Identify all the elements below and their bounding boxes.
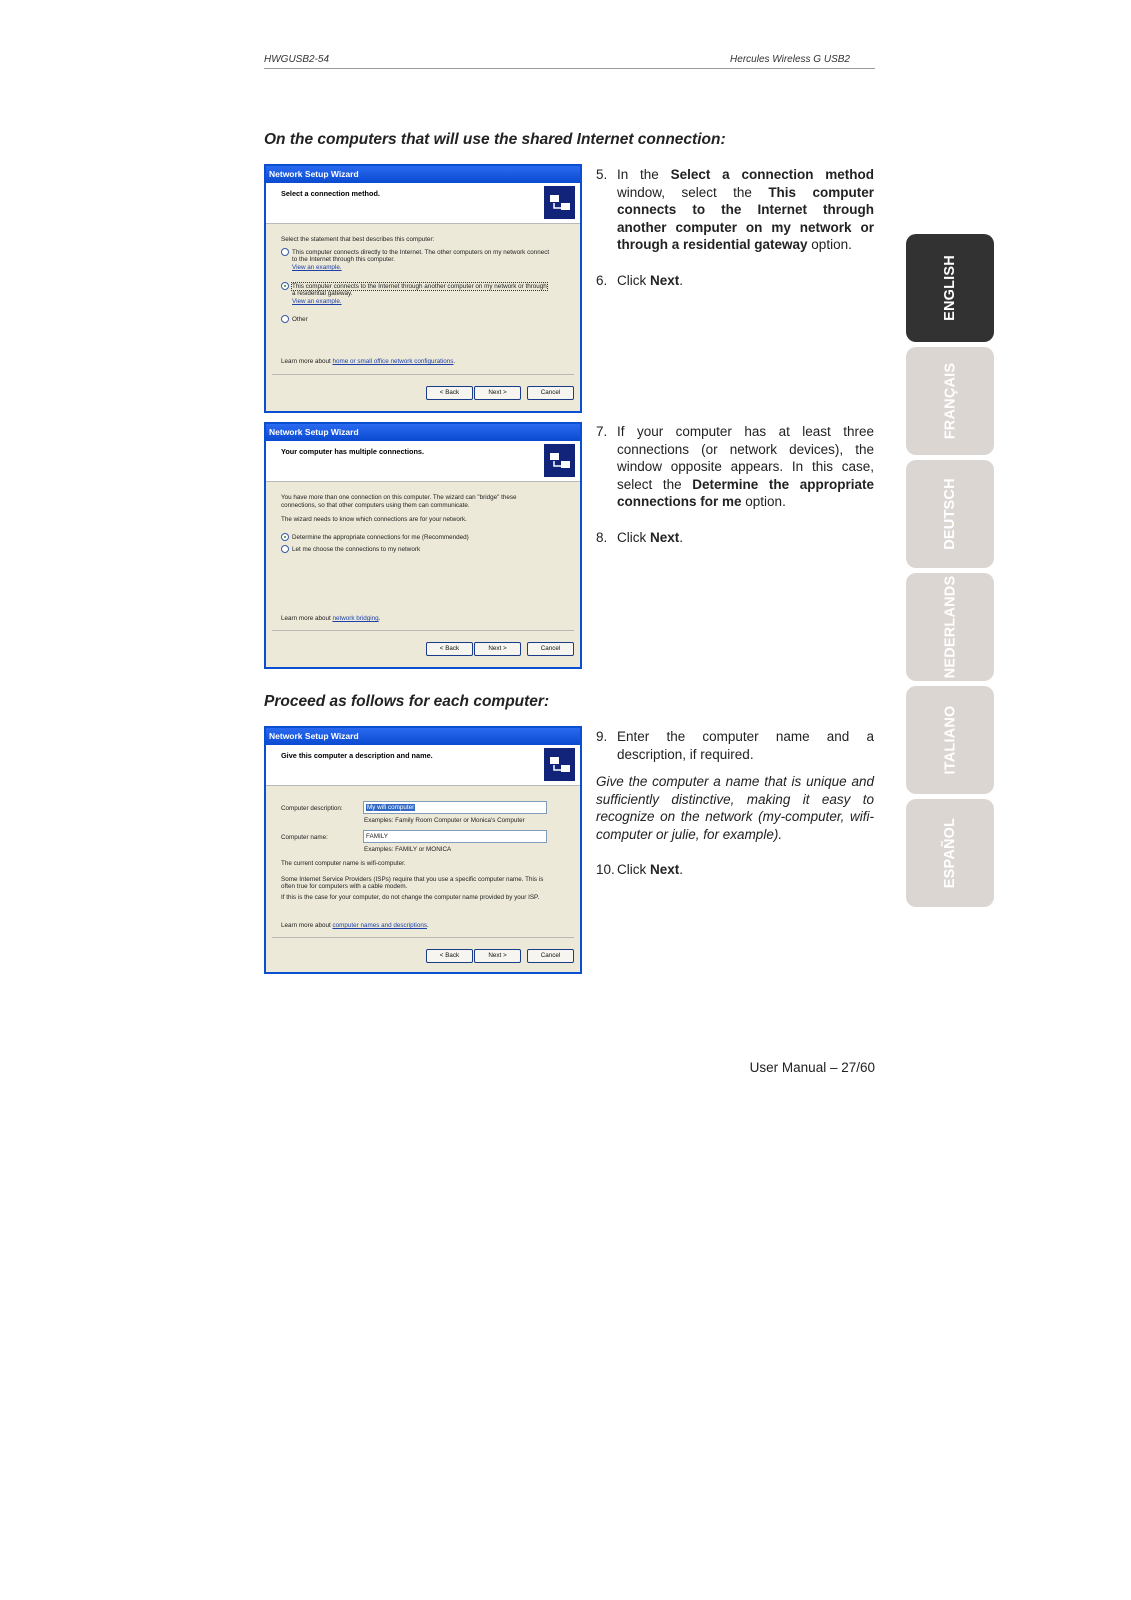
step-text	[617, 529, 874, 547]
wizard-header	[266, 441, 580, 482]
wizard-header	[266, 745, 580, 786]
step-10	[596, 861, 874, 879]
radio-button-selected[interactable]	[281, 282, 289, 290]
wizard-prompt: Select the statement that best describes this computer:	[281, 236, 435, 243]
step-text-part: window, select the	[617, 184, 769, 200]
radio-button[interactable]	[281, 248, 289, 256]
learn-more-text	[281, 922, 429, 930]
learn-more-suffix: .	[426, 922, 429, 929]
wizard-heading: Select a connection method.	[281, 189, 380, 198]
learn-more-text	[281, 358, 455, 366]
step-text-part: Click	[617, 862, 650, 877]
learn-more-suffix: .	[378, 615, 381, 622]
wizard-paragraph-cont: connections, so that other computers using them can communicate.	[281, 502, 470, 509]
step-text-bold: Determine the appropriate connections for me	[617, 476, 874, 509]
description-label: Computer description:	[281, 805, 343, 812]
wizard-window-multiple-connections	[264, 422, 582, 669]
language-tab-label: DEUTSCH	[942, 478, 958, 550]
step-9	[596, 728, 874, 763]
wizard-paragraph: You have more than one connection on this computer. The wizard can "bridge" these	[281, 494, 517, 501]
step-text-part: option.	[807, 237, 852, 252]
step-number: 9.	[596, 729, 608, 744]
radio-label: Let me choose the connections to my network	[292, 546, 421, 553]
back-button[interactable]: < Back	[426, 386, 473, 400]
wizard-titlebar: Network Setup Wizard	[266, 166, 580, 183]
radio-option-determine[interactable]	[281, 533, 469, 542]
learn-more-prefix: Learn more about	[281, 922, 333, 929]
step-text-part: option.	[741, 494, 786, 509]
wizard-titlebar: Network Setup Wizard	[266, 728, 580, 745]
step-text-part: If your computer has at least three connections (or network devices), the window opposite appears. In this case, select the	[617, 424, 874, 492]
wizard-body	[266, 482, 580, 668]
steps-group-1	[596, 166, 874, 307]
radio-option-choose[interactable]	[281, 545, 420, 554]
description-value: My wifi computer	[367, 804, 415, 811]
network-wizard-icon	[544, 748, 575, 781]
wizard-body	[266, 786, 580, 973]
learn-more-link[interactable]: computer names and descriptions	[332, 922, 427, 929]
step-number: 7.	[596, 424, 608, 439]
cancel-button[interactable]: Cancel	[527, 386, 574, 400]
radio-label-cont: a residential gateway.	[292, 290, 353, 297]
learn-more-suffix: .	[453, 358, 456, 365]
cancel-button[interactable]: Cancel	[527, 642, 574, 656]
step-text	[617, 272, 874, 290]
radio-label: This computer connects to the Internet through another computer on my network or through	[292, 283, 547, 290]
step-number: 5.	[596, 167, 608, 182]
computer-description-input[interactable]	[363, 801, 547, 814]
step-text: Enter the computer name and a description, if required.	[617, 729, 874, 762]
language-tab-nederlands[interactable]	[906, 573, 994, 681]
next-button[interactable]: Next >	[474, 386, 521, 400]
section-title-each-computer: Proceed as follows for each computer:	[264, 693, 550, 710]
step-number: 10.	[596, 862, 615, 877]
step-7	[596, 423, 874, 511]
wizard-titlebar: Network Setup Wizard	[266, 424, 580, 441]
wizard-window-connection-method	[264, 164, 582, 413]
step-text-bold: Select a connection method	[670, 167, 874, 182]
step-note: Give the computer a name that is unique and sufficiently distinctive, making it easy to recognize on the network (my-computer, wifi-computer or julie, for example).	[596, 774, 874, 842]
radio-button-selected[interactable]	[281, 533, 289, 541]
step-6	[596, 272, 874, 290]
wizard-separator	[272, 630, 574, 631]
wizard-body	[266, 224, 580, 412]
back-button[interactable]: < Back	[426, 642, 473, 656]
radio-label-cont: to the Internet through this computer.	[292, 256, 395, 263]
wizard-heading: Your computer has multiple connections.	[281, 447, 424, 456]
radio-button[interactable]	[281, 315, 289, 323]
wizard-paragraph: The wizard needs to know which connections are for your network.	[281, 516, 467, 523]
wizard-heading: Give this computer a description and name.	[281, 751, 433, 760]
section-title-shared-connection: On the computers that will use the shared Internet connection:	[264, 131, 726, 148]
isp-text: Some Internet Service Providers (ISPs) require that you use a specific computer name. This is	[281, 876, 544, 883]
step-8	[596, 529, 874, 547]
steps-group-2	[596, 423, 874, 564]
wizard-separator	[272, 374, 574, 375]
learn-more-link[interactable]: network bridging	[332, 615, 379, 622]
language-tab-label: ENGLISH	[941, 255, 958, 321]
language-tab-label: ESPAÑOL	[941, 817, 958, 889]
step-number: 6.	[596, 272, 608, 288]
language-tab-label: NEDERLANDS	[942, 575, 959, 679]
learn-more-text	[281, 615, 380, 623]
steps-group-3	[596, 728, 874, 897]
network-wizard-icon	[544, 444, 575, 477]
next-button[interactable]: Next >	[474, 949, 521, 963]
name-example: Examples: FAMILY or MONICA	[364, 846, 452, 853]
header-divider	[264, 68, 875, 69]
step-number: 8.	[596, 529, 608, 545]
learn-more-prefix: Learn more about	[281, 615, 333, 622]
view-example-link[interactable]: View an example.	[292, 264, 342, 271]
current-name-text: The current computer name is wifi-computer.	[281, 860, 406, 867]
header-left: HWGUSB2-54	[264, 54, 330, 65]
radio-button[interactable]	[281, 545, 289, 553]
page-footer: User Manual – 27/60	[749, 1060, 875, 1075]
network-wizard-icon	[544, 186, 575, 219]
learn-more-link[interactable]: home or small office network configurations	[332, 358, 454, 365]
name-label: Computer name:	[281, 834, 328, 841]
radio-label: Other	[292, 316, 308, 323]
step-text-bold: Next	[650, 272, 680, 288]
radio-option-other[interactable]	[281, 315, 308, 324]
language-tab-deutsch[interactable]	[906, 460, 994, 568]
back-button[interactable]: < Back	[426, 949, 473, 963]
next-button[interactable]: Next >	[474, 642, 521, 656]
wizard-header	[266, 183, 580, 224]
cancel-button[interactable]: Cancel	[527, 949, 574, 963]
step-text-bold: This computer connects to the Internet through another computer on my network or through a residential gateway	[617, 184, 874, 252]
step-text-part: .	[679, 272, 684, 288]
step-text-bold: Next	[650, 862, 680, 877]
step-text-part: .	[679, 862, 684, 877]
language-tab-italiano[interactable]	[906, 686, 994, 794]
description-example: Examples: Family Room Computer or Monica's Computer	[364, 817, 525, 824]
step-text-bold: Next	[650, 529, 680, 545]
computer-name-input[interactable]: FAMILY	[363, 830, 547, 843]
radio-label: Determine the appropriate connections for me (Recommended)	[292, 534, 469, 541]
header-right: Hercules Wireless G USB2	[730, 54, 850, 65]
language-tab-label: ITALIANO	[942, 705, 958, 775]
wizard-window-description-name	[264, 726, 582, 974]
step-text	[617, 166, 874, 254]
language-tab-english[interactable]	[906, 234, 994, 342]
step-text-part: .	[679, 529, 684, 545]
step-5	[596, 166, 874, 254]
radio-label: This computer connects directly to the Internet. The other computers on my network connect	[292, 249, 550, 256]
language-tab-label: FRANÇAIS	[941, 362, 958, 440]
isp-text-cont: often true for computers with a cable modem.	[281, 883, 408, 890]
isp-text: If this is the case for your computer, do not change the computer name provided by your ISP.	[281, 894, 540, 901]
wizard-separator	[272, 937, 574, 938]
step-text	[617, 423, 874, 511]
step-text-part: Click	[617, 272, 650, 288]
step-text-part: Click	[617, 529, 650, 545]
view-example-link[interactable]: View an example.	[292, 298, 342, 305]
language-tab-francais[interactable]	[906, 347, 994, 455]
language-tab-espanol[interactable]	[906, 799, 994, 907]
learn-more-prefix: Learn more about	[281, 358, 333, 365]
step-text-part: In the	[617, 167, 671, 182]
step-text	[617, 861, 874, 879]
